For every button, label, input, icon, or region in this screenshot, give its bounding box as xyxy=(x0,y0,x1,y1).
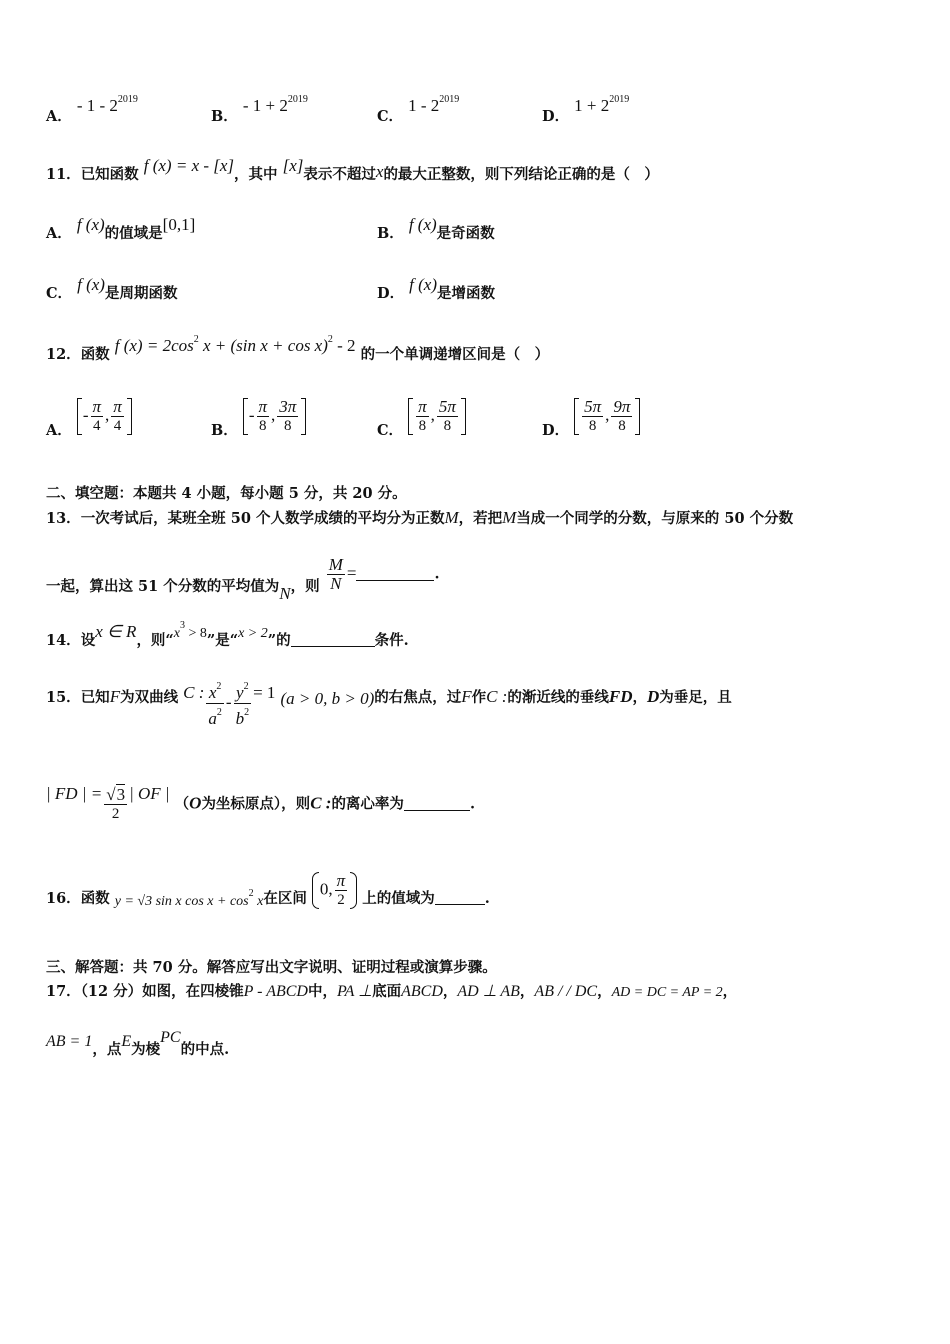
frac-den: 4 xyxy=(113,418,122,434)
frac-den: 8 xyxy=(443,418,452,434)
interval: $\frac{5\pi}{8}$ , $\frac{9\pi}{8}$ xyxy=(574,398,640,435)
interval: - $\frac{\pi}{8}$ , $\frac{3\pi}{8}$ xyxy=(243,398,306,435)
math-var: C : xyxy=(486,686,508,706)
math-expr: f (x) = x - [x] xyxy=(143,156,235,175)
option-expr: 1 - 2 xyxy=(408,96,440,115)
math-expr: AB / / DC xyxy=(534,983,598,1000)
math-sup: 2 xyxy=(243,681,249,692)
math-var: x xyxy=(173,626,180,641)
interval: - $\frac{\pi}{4}$ , $\frac{\pi}{4}$ xyxy=(77,398,132,435)
math-sup: 2 xyxy=(216,707,222,718)
frac-den: 8 xyxy=(418,418,427,434)
question-text: 的最大正整数，则下列结论正确的是（ ） xyxy=(383,166,659,183)
question-text: 为双曲线 xyxy=(120,688,179,706)
math-expr: PA ⊥ xyxy=(336,983,373,1000)
option-exponent: 2019 xyxy=(609,94,630,105)
frac-num: 5π xyxy=(584,397,602,416)
math-expr: - 2 xyxy=(332,336,356,355)
q12-option-c[interactable] xyxy=(377,397,466,439)
math-expr: f (x) xyxy=(77,275,105,294)
frac-den: 4 xyxy=(93,418,101,434)
question-text: ，则“ xyxy=(136,632,174,649)
math-sign: - xyxy=(248,405,255,425)
math-expr: AD ⊥ AB xyxy=(457,983,520,1000)
question-text: 的一个单调递增区间是（ ） xyxy=(360,346,550,363)
q12-option-a[interactable] xyxy=(46,397,132,439)
option-exponent: 2019 xyxy=(287,94,308,105)
question-text: 的中点. xyxy=(180,1041,230,1058)
interval xyxy=(312,872,357,909)
question-number: 14． xyxy=(46,632,81,649)
question-text: ”的 xyxy=(267,632,291,649)
question-17: 17．（12 分）如图，在四棱锥P - ABCD中，PA ⊥底面ABCD，AD ⊥ AB，AB / / DC，AD = DC = AP = 2， xyxy=(46,983,738,1000)
question-text: 的离心率为 xyxy=(331,795,404,813)
frac-den: 2 xyxy=(337,892,345,908)
math-var: M xyxy=(502,508,517,527)
question-text: . xyxy=(484,889,490,907)
q10-option-d[interactable] xyxy=(542,94,630,126)
frac-num: π xyxy=(258,397,268,416)
frac-num: π xyxy=(92,397,102,416)
q10-option-a[interactable] xyxy=(46,94,138,126)
q12-option-b[interactable] xyxy=(211,397,306,439)
math-var: b xyxy=(235,709,245,728)
question-17-cont xyxy=(46,1029,230,1058)
question-11 xyxy=(46,156,659,184)
option-letter: B． xyxy=(377,225,404,242)
interval: $\frac{\pi}{8}$ , $\frac{5\pi}{8}$ xyxy=(408,398,466,435)
math-var: C : xyxy=(310,793,332,813)
math-expr: x > 2 xyxy=(238,626,268,641)
option-letter: A． xyxy=(46,108,72,125)
math-sup: 2 xyxy=(327,334,333,345)
question-text: 当成一个同学的分数，与原来的 50 个分数 xyxy=(516,510,794,527)
option-letter: D． xyxy=(542,421,570,439)
option-letter: C． xyxy=(377,108,404,125)
question-13-cont xyxy=(46,555,440,603)
frac-num: π xyxy=(113,397,122,416)
question-text: 设 xyxy=(80,632,96,649)
q10-option-c[interactable] xyxy=(377,94,460,126)
math-sup: 2 xyxy=(193,334,199,345)
option-text: 的值域是 xyxy=(104,225,163,242)
question-number: 11． xyxy=(46,166,81,183)
option-exponent: 2019 xyxy=(117,94,138,105)
question-text: 底面 xyxy=(372,983,402,1000)
question-text: 在区间 xyxy=(263,889,307,907)
question-text: 上的值域为 xyxy=(362,889,435,907)
math-eq: = xyxy=(346,563,357,583)
math-sup: 3 xyxy=(180,620,185,631)
question-text: 的右焦点，过 xyxy=(374,688,462,706)
math-var: FD xyxy=(608,686,633,706)
question-text: ，点 xyxy=(92,1041,122,1058)
math-expr: x ∈ R xyxy=(95,622,137,641)
math-var: D xyxy=(647,686,660,706)
frac-num: 5π xyxy=(438,397,456,416)
option-text: 是周期函数 xyxy=(104,285,178,302)
math-var: M xyxy=(444,508,459,527)
math-expr: f (x) xyxy=(408,215,437,234)
math-expr: x xyxy=(253,893,264,909)
math-expr: f (x) xyxy=(76,215,105,234)
math-sup: 2 xyxy=(216,681,222,692)
question-text: 函数 xyxy=(80,346,110,363)
option-expr: - 1 + 2 xyxy=(242,96,288,115)
option-letter: C． xyxy=(46,285,73,302)
frac-den: 8 xyxy=(618,418,626,434)
question-16 xyxy=(46,872,490,909)
question-15-cont: | FD | = $\frac{√3}{2}$ | OF | （O为坐标原点），则C :的离心率为 . xyxy=(46,783,475,822)
question-text: 表示不超过 xyxy=(303,166,376,183)
q11-option-a[interactable] xyxy=(46,215,196,243)
math-expr: AD = DC = AP = 2 xyxy=(611,985,723,1000)
math-sign: - xyxy=(82,405,89,425)
question-text: 为坐标原点），则 xyxy=(201,795,311,813)
math-expr: | FD | = xyxy=(46,783,103,803)
frac-den: 8 xyxy=(588,418,597,434)
frac-num: M xyxy=(328,555,343,574)
math-expr: C : xyxy=(183,682,205,702)
section-heading-fill-in: 二、填空题：本题共 4 小题，每小题 5 分，共 20 分。 xyxy=(46,485,407,502)
question-text: （ xyxy=(174,795,190,813)
question-text: 作 xyxy=(471,688,487,706)
frac-num: π xyxy=(418,397,427,416)
math-var: F xyxy=(109,686,121,706)
math-expr: [0,1] xyxy=(162,215,196,234)
option-text: 是奇函数 xyxy=(436,225,495,242)
math-var: O xyxy=(189,793,202,813)
question-text: 已知 xyxy=(80,688,110,706)
option-exponent: 2019 xyxy=(439,94,460,105)
math-expr: = 1 xyxy=(253,682,276,702)
math-var: a xyxy=(208,709,217,728)
option-letter: A． xyxy=(46,421,72,439)
math-expr: PC xyxy=(160,1029,181,1046)
sqrt-radicand: 3 xyxy=(116,785,126,804)
question-text: ， xyxy=(632,688,647,706)
frac-den: 2 xyxy=(111,806,120,822)
q12-option-d[interactable] xyxy=(542,397,640,439)
option-letter: B． xyxy=(211,108,238,125)
option-letter: D． xyxy=(542,108,570,125)
question-text: 已知函数 xyxy=(80,166,139,183)
answer-blank[interactable] xyxy=(435,890,485,905)
question-text: ，则 xyxy=(290,577,320,595)
option-expr: - 1 - 2 xyxy=(76,96,118,115)
question-15: 15．已知F为双曲线 C : $\frac{x^2}{a^2}$ - $\frac{y^2}{b^2}$ = 1 (a > 0, b > 0)的右焦点，过F作C :的渐近线的垂线FD，D为垂足，且 xyxy=(46,678,732,729)
question-text: 函数 xyxy=(80,889,110,907)
question-text: 一次考试后，某班全班 50 个人数学成绩的平均分为正数 xyxy=(80,510,445,527)
answer-blank[interactable] xyxy=(356,566,434,581)
option-letter: A． xyxy=(46,225,72,242)
frac-num: π xyxy=(336,871,346,890)
math-expr: AB = 1 xyxy=(46,1033,93,1050)
math-var: x xyxy=(375,162,384,181)
question-text: 条件. xyxy=(374,632,409,649)
section-heading-solutions: 三、解答题：共 70 分。解答应写出文字说明、证明过程或演算步骤。 xyxy=(46,959,497,976)
question-14 xyxy=(46,620,409,649)
math-expr: | OF | xyxy=(129,783,170,803)
math-expr: [x] xyxy=(282,156,304,175)
q11-option-b[interactable] xyxy=(377,215,495,243)
math-var: x xyxy=(208,683,217,702)
math-var: F xyxy=(461,686,472,706)
math-expr: f (x) = 2cos xyxy=(114,336,194,355)
question-13 xyxy=(46,507,793,528)
math-expr: (a > 0, b > 0) xyxy=(280,688,375,708)
question-number: 13． xyxy=(46,510,81,527)
option-letter: B． xyxy=(211,421,238,439)
question-text: . xyxy=(469,795,475,813)
frac-num: 9π xyxy=(613,397,631,416)
q11-option-d[interactable] xyxy=(377,275,495,303)
question-text: 的渐近线的垂线 xyxy=(507,688,609,706)
frac-num: 3π xyxy=(279,397,297,416)
option-expr: 1 + 2 xyxy=(574,96,610,115)
question-12 xyxy=(46,334,550,364)
math-expr: y = √3 sin x cos x + cos xyxy=(114,893,249,909)
question-text: 一起，算出这 51 个分数的平均值为 xyxy=(46,577,280,595)
math-sup: 2 xyxy=(248,887,254,899)
q11-option-c[interactable] xyxy=(46,275,178,303)
frac-den: 8 xyxy=(259,418,267,434)
question-text: . xyxy=(434,565,440,583)
question-text: ”是“ xyxy=(206,632,239,649)
frac-den: 8 xyxy=(284,418,292,434)
frac-den: N xyxy=(330,574,342,593)
answer-blank[interactable] xyxy=(404,796,470,811)
option-text: 是增函数 xyxy=(436,285,495,302)
math-var: y xyxy=(236,683,244,702)
question-number: 15． xyxy=(46,688,81,706)
option-letter: D． xyxy=(377,285,405,302)
question-text: 为棱 xyxy=(131,1041,161,1058)
question-number: 16． xyxy=(46,889,81,907)
question-text: 中， xyxy=(307,983,337,1000)
question-number: 12． xyxy=(46,346,81,363)
q10-option-b[interactable] xyxy=(211,94,308,126)
math-expr: ABCD xyxy=(401,983,443,1000)
math-expr: P - ABCD xyxy=(243,983,308,1000)
math-expr: x + (sin x + cos x) xyxy=(198,336,328,355)
math-var: E xyxy=(121,1033,132,1050)
question-text: ，若把 xyxy=(458,510,503,527)
math-sup: 2 xyxy=(244,707,250,718)
math-expr: > 8 xyxy=(185,626,207,641)
math-expr: f (x) xyxy=(409,275,437,294)
question-text: （12 分）如图，在四棱锥 xyxy=(80,983,244,1000)
question-text: ，其中 xyxy=(234,166,278,183)
option-letter: C． xyxy=(377,421,404,439)
question-text: 为垂足，且 xyxy=(659,688,732,706)
math-var: N xyxy=(279,583,291,603)
math-expr: 0, xyxy=(319,879,333,899)
question-number: 17． xyxy=(46,983,81,1000)
answer-blank[interactable] xyxy=(291,632,375,647)
